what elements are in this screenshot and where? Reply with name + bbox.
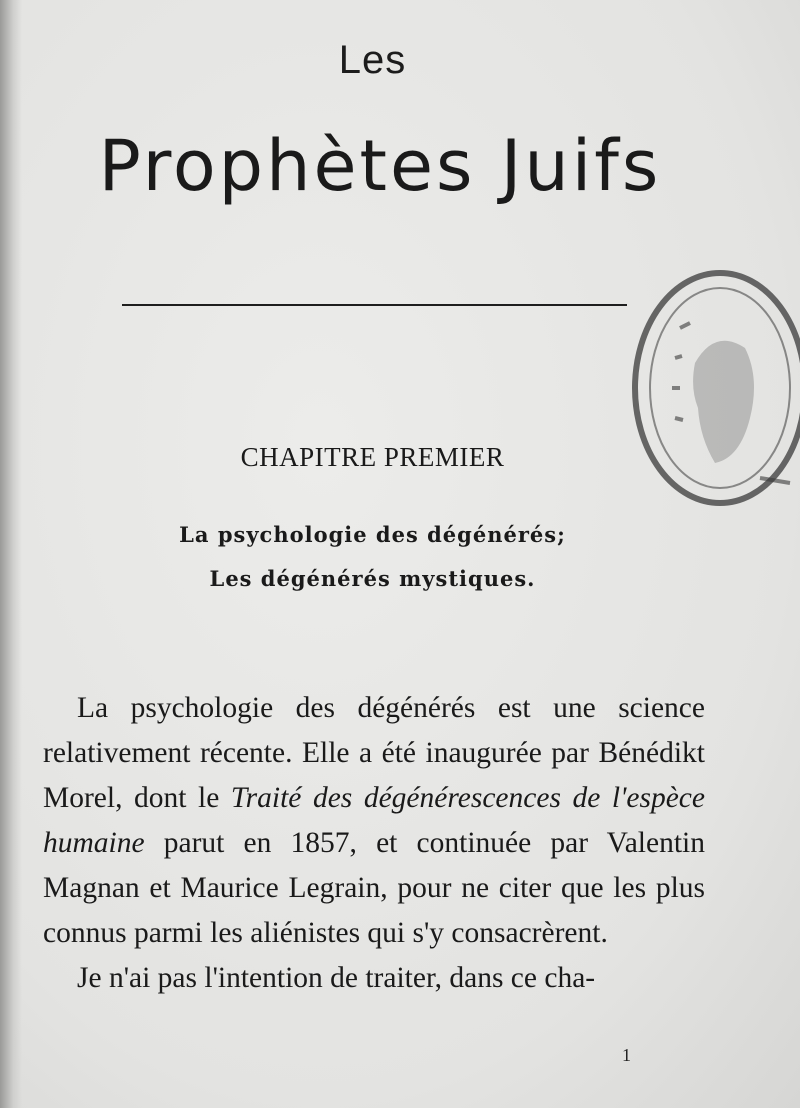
- paragraph-2: Je n'ai pas l'intention de traiter, dans ce cha-: [77, 962, 596, 994]
- page-gutter-shadow: [0, 0, 22, 1108]
- running-title: Les: [338, 38, 407, 82]
- chapter-subtitle-line-2: Les dégénérés mystiques.: [209, 566, 536, 591]
- paragraph-1-italic-title: Traité des dégénérescences de l'espèce humaine: [43, 782, 705, 859]
- page-number: 1: [622, 1045, 631, 1065]
- paragraph-1-text-a: La psychologie des dégénérés est une science relativement récente. Elle a été inaugurée par Bénédikt Morel, dont le: [43, 692, 705, 814]
- title-rule-divider: [122, 304, 627, 306]
- library-stamp-icon: [620, 268, 800, 518]
- paragraph-1-text-b: parut en 1857, et continuée par Valentin Magnan et Maurice Legrain, pour ne citer que les plus connus parmi les aliénistes qui s'y consacrèrent.: [43, 827, 705, 949]
- chapter-subtitle-line-1: La psychologie des dégénérés;: [179, 522, 566, 547]
- chapter-heading: CHAPITRE PREMIER: [240, 442, 505, 472]
- body-text: [43, 686, 705, 1001]
- paragraph-1: [43, 686, 705, 956]
- book-title: Prophètes Juifs: [98, 125, 662, 207]
